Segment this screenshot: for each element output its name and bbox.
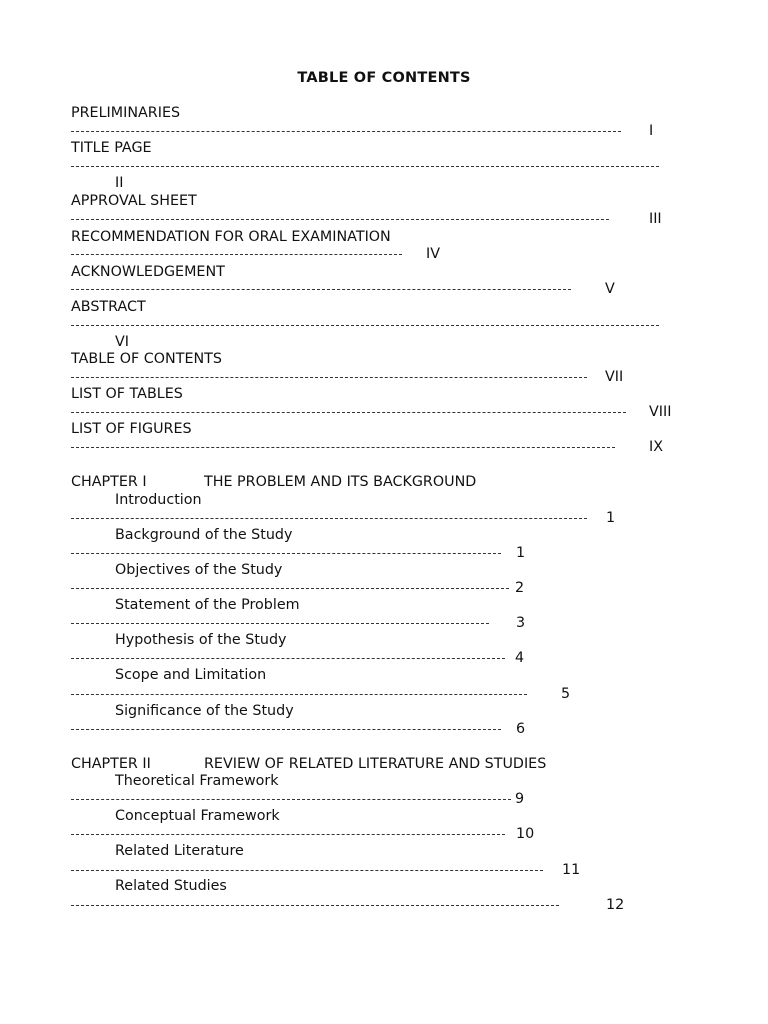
dotted-leader bbox=[71, 279, 571, 290]
page-number: 6 bbox=[516, 721, 526, 737]
page-number: 10 bbox=[516, 826, 535, 842]
chapter-label: CHAPTER I bbox=[71, 474, 147, 490]
chapter-label: CHAPTER II bbox=[71, 756, 151, 772]
toc-section-entry: Related Literature bbox=[115, 843, 244, 859]
toc-section-entry: Conceptual Framework bbox=[115, 808, 280, 824]
toc-section-entry: Scope and Limitation bbox=[115, 667, 267, 683]
page-title: TABLE OF CONTENTS bbox=[297, 70, 471, 86]
dotted-leader bbox=[71, 543, 501, 554]
dotted-leader bbox=[71, 508, 587, 519]
dotted-leader bbox=[71, 648, 505, 659]
dotted-leader bbox=[71, 789, 511, 800]
dotted-leader bbox=[71, 895, 559, 906]
toc-entry-abstract: ABSTRACT bbox=[71, 299, 146, 315]
page-number: IV bbox=[426, 246, 440, 262]
toc-entry-preliminaries: PRELIMINARIES bbox=[71, 105, 181, 121]
dotted-leader bbox=[71, 367, 587, 378]
page-number: 12 bbox=[606, 897, 625, 913]
toc-section-entry: Background of the Study bbox=[115, 527, 293, 543]
page-number: I bbox=[649, 123, 654, 139]
dotted-leader bbox=[71, 684, 527, 695]
page-number: IX bbox=[649, 439, 664, 455]
page-number: 1 bbox=[516, 545, 526, 561]
toc-entry-title-page: TITLE PAGE bbox=[71, 140, 152, 156]
dotted-leader bbox=[71, 824, 505, 835]
toc-section-entry: Introduction bbox=[115, 492, 202, 508]
page-number: 9 bbox=[515, 791, 525, 807]
page-number: II bbox=[115, 175, 124, 191]
chapter-title: THE PROBLEM AND ITS BACKGROUND bbox=[204, 474, 477, 490]
dotted-leader bbox=[71, 315, 659, 326]
page-number: III bbox=[649, 211, 662, 227]
dotted-leader bbox=[71, 156, 659, 167]
toc-section-entry: Related Studies bbox=[115, 878, 227, 894]
toc-entry-acknowledgement: ACKNOWLEDGEMENT bbox=[71, 264, 225, 280]
page-number: V bbox=[605, 281, 615, 297]
page-number: VIII bbox=[649, 404, 672, 420]
page-number: 3 bbox=[516, 615, 526, 631]
page-number: 5 bbox=[561, 686, 571, 702]
dotted-leader bbox=[71, 244, 402, 255]
toc-section-entry: Theoretical Framework bbox=[115, 773, 279, 789]
toc-entry-approval-sheet: APPROVAL SHEET bbox=[71, 193, 197, 209]
toc-entry-list-of-figures: LIST OF FIGURES bbox=[71, 421, 192, 437]
page-number: VI bbox=[115, 334, 129, 350]
page-number: 11 bbox=[562, 862, 581, 878]
toc-entry-list-of-tables: LIST OF TABLES bbox=[71, 386, 183, 402]
dotted-leader bbox=[71, 402, 626, 413]
dotted-leader bbox=[71, 578, 509, 589]
toc-section-entry: Objectives of the Study bbox=[115, 562, 283, 578]
page-number: 4 bbox=[515, 650, 525, 666]
toc-section-entry: Significance of the Study bbox=[115, 703, 294, 719]
dotted-leader bbox=[71, 121, 621, 132]
page-number: VII bbox=[605, 369, 624, 385]
dotted-leader bbox=[71, 437, 615, 448]
dotted-leader bbox=[71, 860, 543, 871]
page-number: 1 bbox=[606, 510, 616, 526]
dotted-leader bbox=[71, 613, 489, 624]
chapter-title: REVIEW OF RELATED LITERATURE AND STUDIES bbox=[204, 756, 547, 772]
dotted-leader bbox=[71, 209, 609, 220]
dotted-leader bbox=[71, 719, 501, 730]
toc-entry-table-of-contents: TABLE OF CONTENTS bbox=[71, 351, 222, 367]
toc-section-entry: Hypothesis of the Study bbox=[115, 632, 287, 648]
toc-entry-recommendation: RECOMMENDATION FOR ORAL EXAMINATION bbox=[71, 229, 391, 245]
page-number: 2 bbox=[515, 580, 525, 596]
toc-section-entry: Statement of the Problem bbox=[115, 597, 300, 613]
